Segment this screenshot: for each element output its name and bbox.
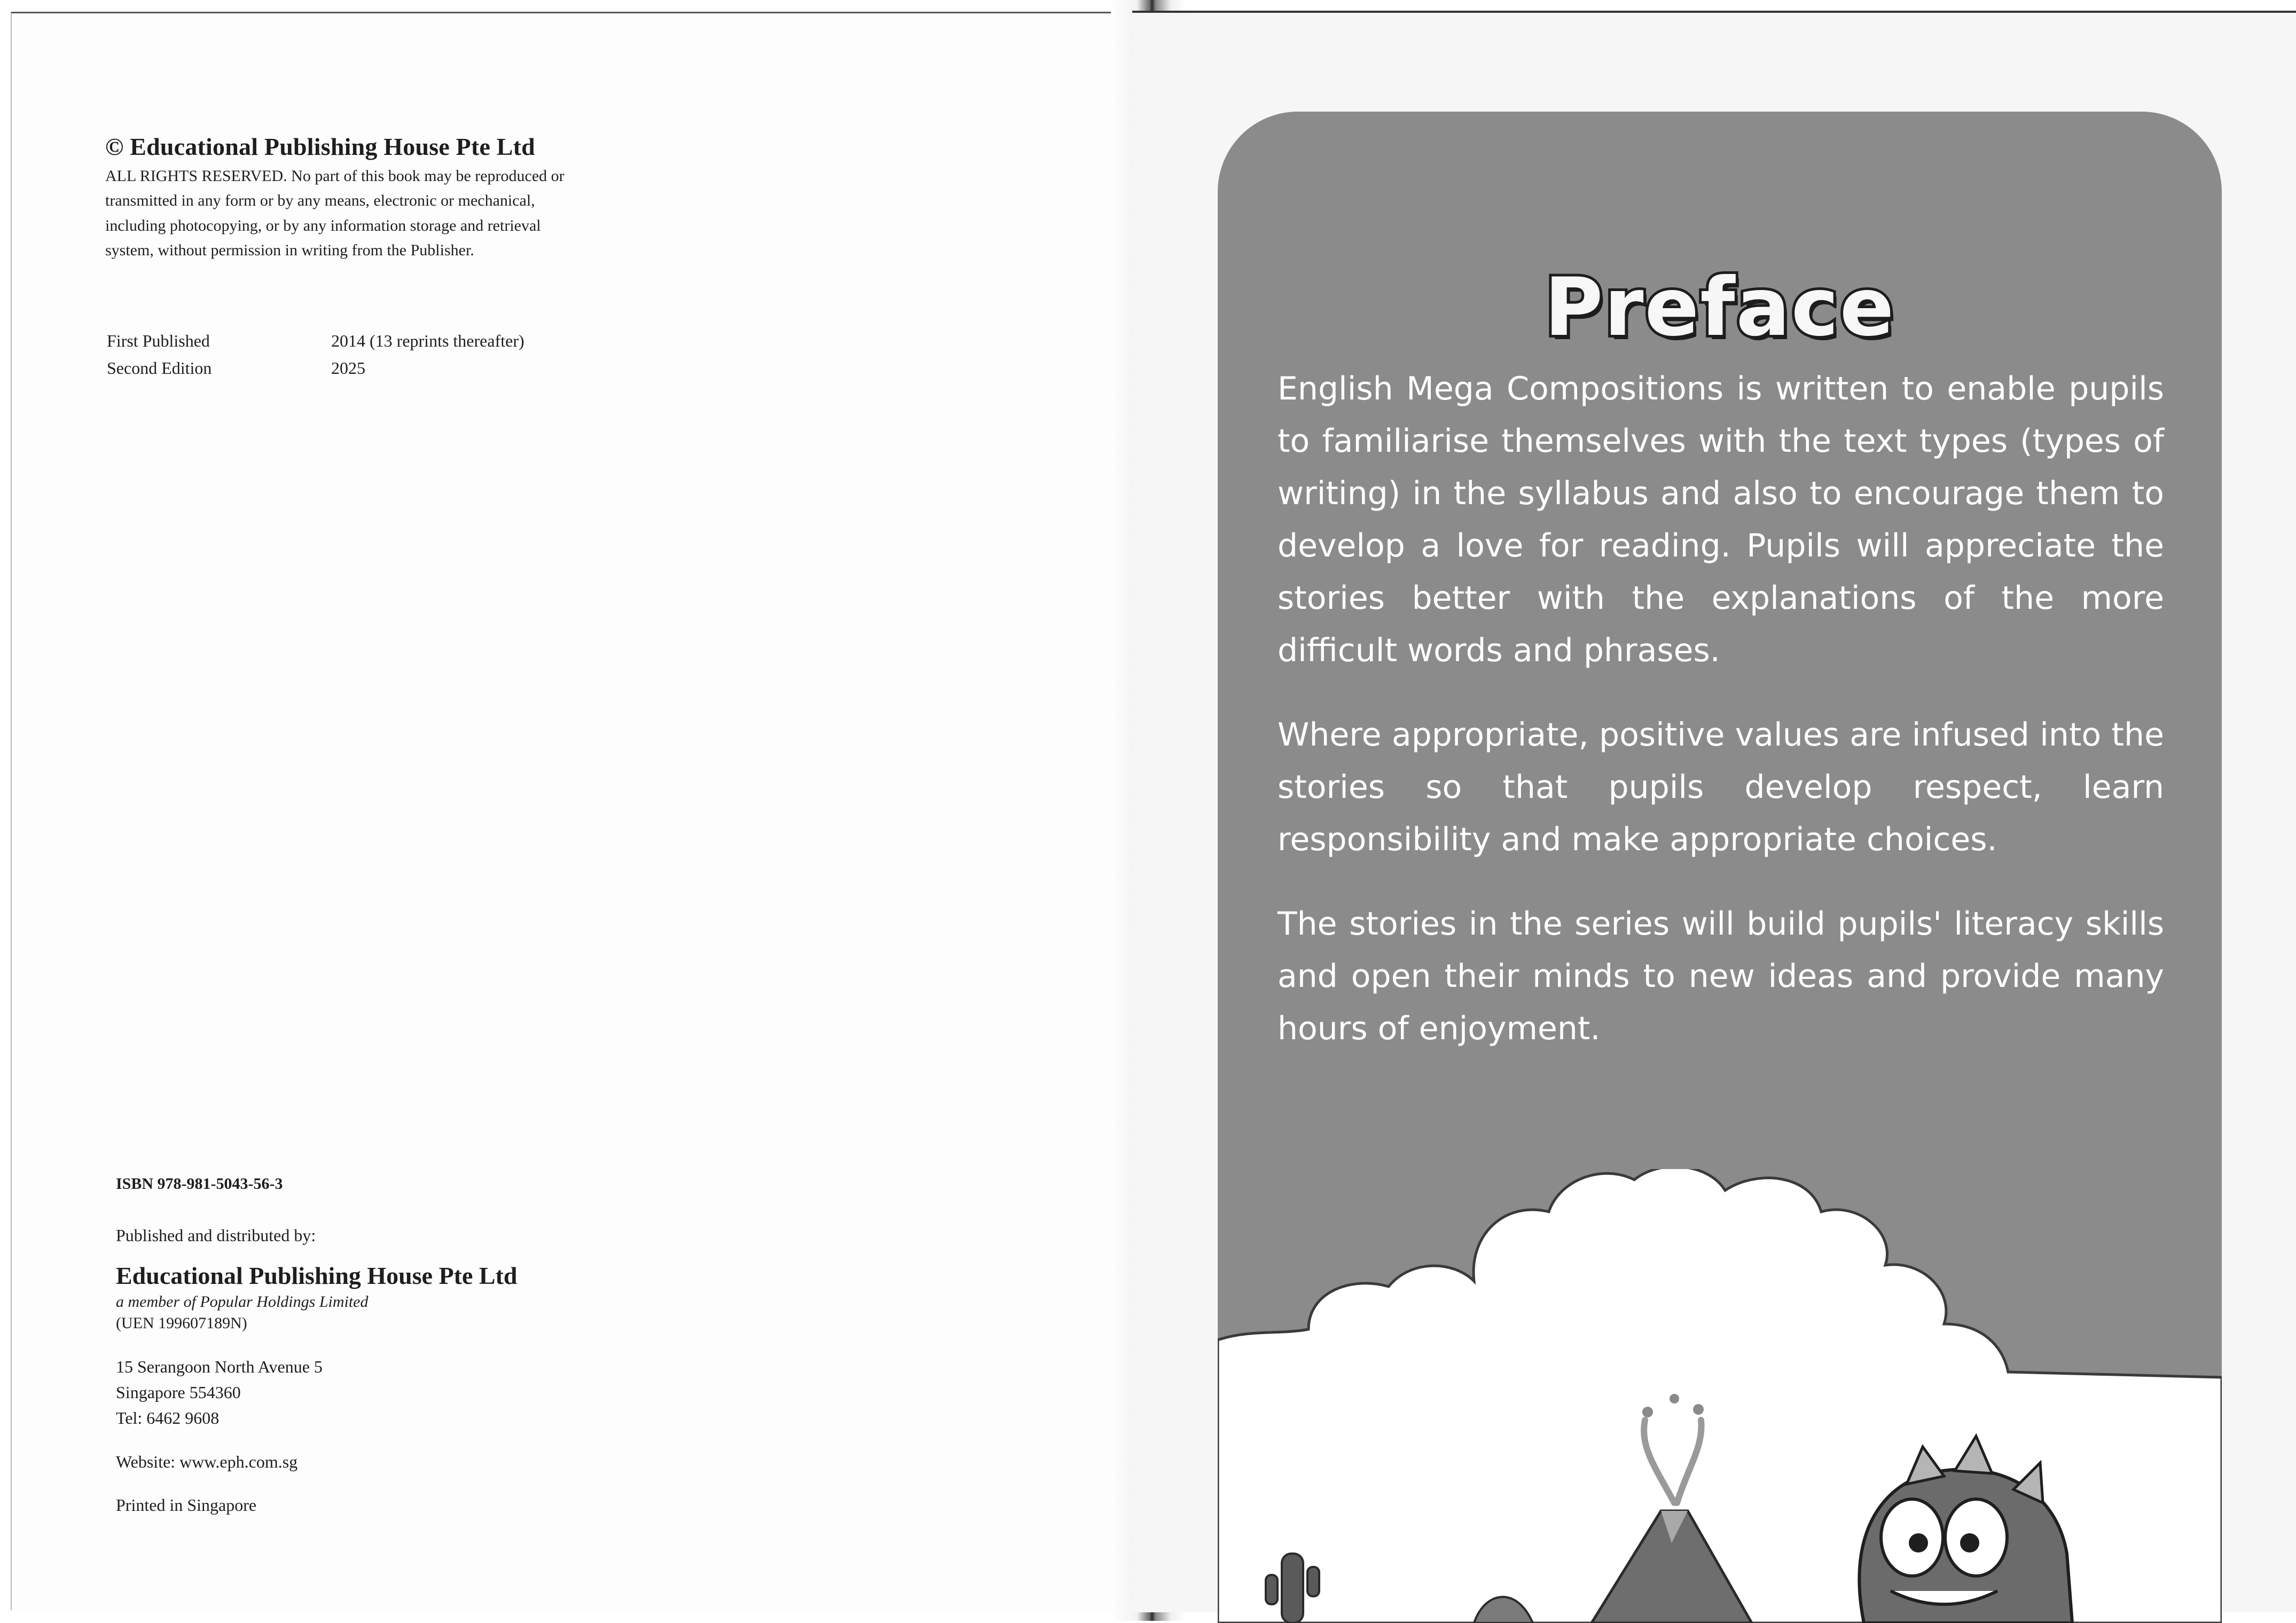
preface-body [1278,363,2164,1087]
rights-line: transmitted in any form or by any means, electronic or mechanical, [105,192,535,210]
address-line: Singapore 554360 [116,1383,241,1402]
published-label: Published and distributed by: [116,1226,316,1245]
edition-history [107,327,524,382]
rights-line: ALL RIGHTS RESERVED. No part of this book may be reproduced or [105,167,565,185]
member-line: a member of Popular Holdings Limited [116,1293,369,1311]
rights-line: system, without permission in writing from the Publisher. [105,241,474,260]
website: Website: www.eph.com.sg [116,1452,298,1471]
preface-paragraph: The stories in the series will build pupils' literacy skills and open their minds to new ideas and provide many hours of enjoyment. [1278,905,2164,1047]
uen: (UEN 199607189N) [116,1314,247,1332]
preface-page [1132,11,2296,1612]
rights-line: including photocopying, or by any information storage and retrieval [105,216,541,234]
rights-text [105,164,671,263]
publisher-name: Educational Publishing House Pte Ltd [116,1262,518,1289]
edition-label: First Published [107,331,210,350]
copyright-title: © Educational Publishing House Pte Ltd [105,133,535,160]
edition-value: 2014 (13 reprints thereafter) [331,331,524,350]
address [116,1354,597,1431]
edition-row [107,327,524,355]
preface-paragraph: Where appropriate, positive values are infused into the stories so that pupils develop respect, learn responsibility and make appropriate choices. [1278,716,2164,858]
preface-paragraph: English Mega Compositions is written to enable pupils to familiarise themselves with the text types (types of writing) in the syllabus and also to encourage them to develop a love for reading. Pupils will appreciate the stories better with the explanations of the more difficult words and phrases. [1278,370,2164,669]
cloud-icon [1218,1169,2222,1623]
copyright-page [11,12,1112,1610]
printed-in: Printed in Singapore [116,1495,257,1515]
address-line: 15 Serangoon North Avenue 5 [116,1357,323,1376]
copyright-block [105,131,671,263]
isbn: ISBN 978-981-5043-56-3 [116,1175,283,1193]
edition-label: Second Edition [107,358,212,378]
illustration [1218,1169,2222,1623]
edition-row [107,355,524,382]
edition-value: 2025 [331,358,365,378]
preface-title: Preface [1544,261,1895,354]
preface-panel [1218,112,2222,1623]
address-line: Tel: 6462 9608 [116,1408,220,1428]
publisher-block [116,1226,597,1515]
